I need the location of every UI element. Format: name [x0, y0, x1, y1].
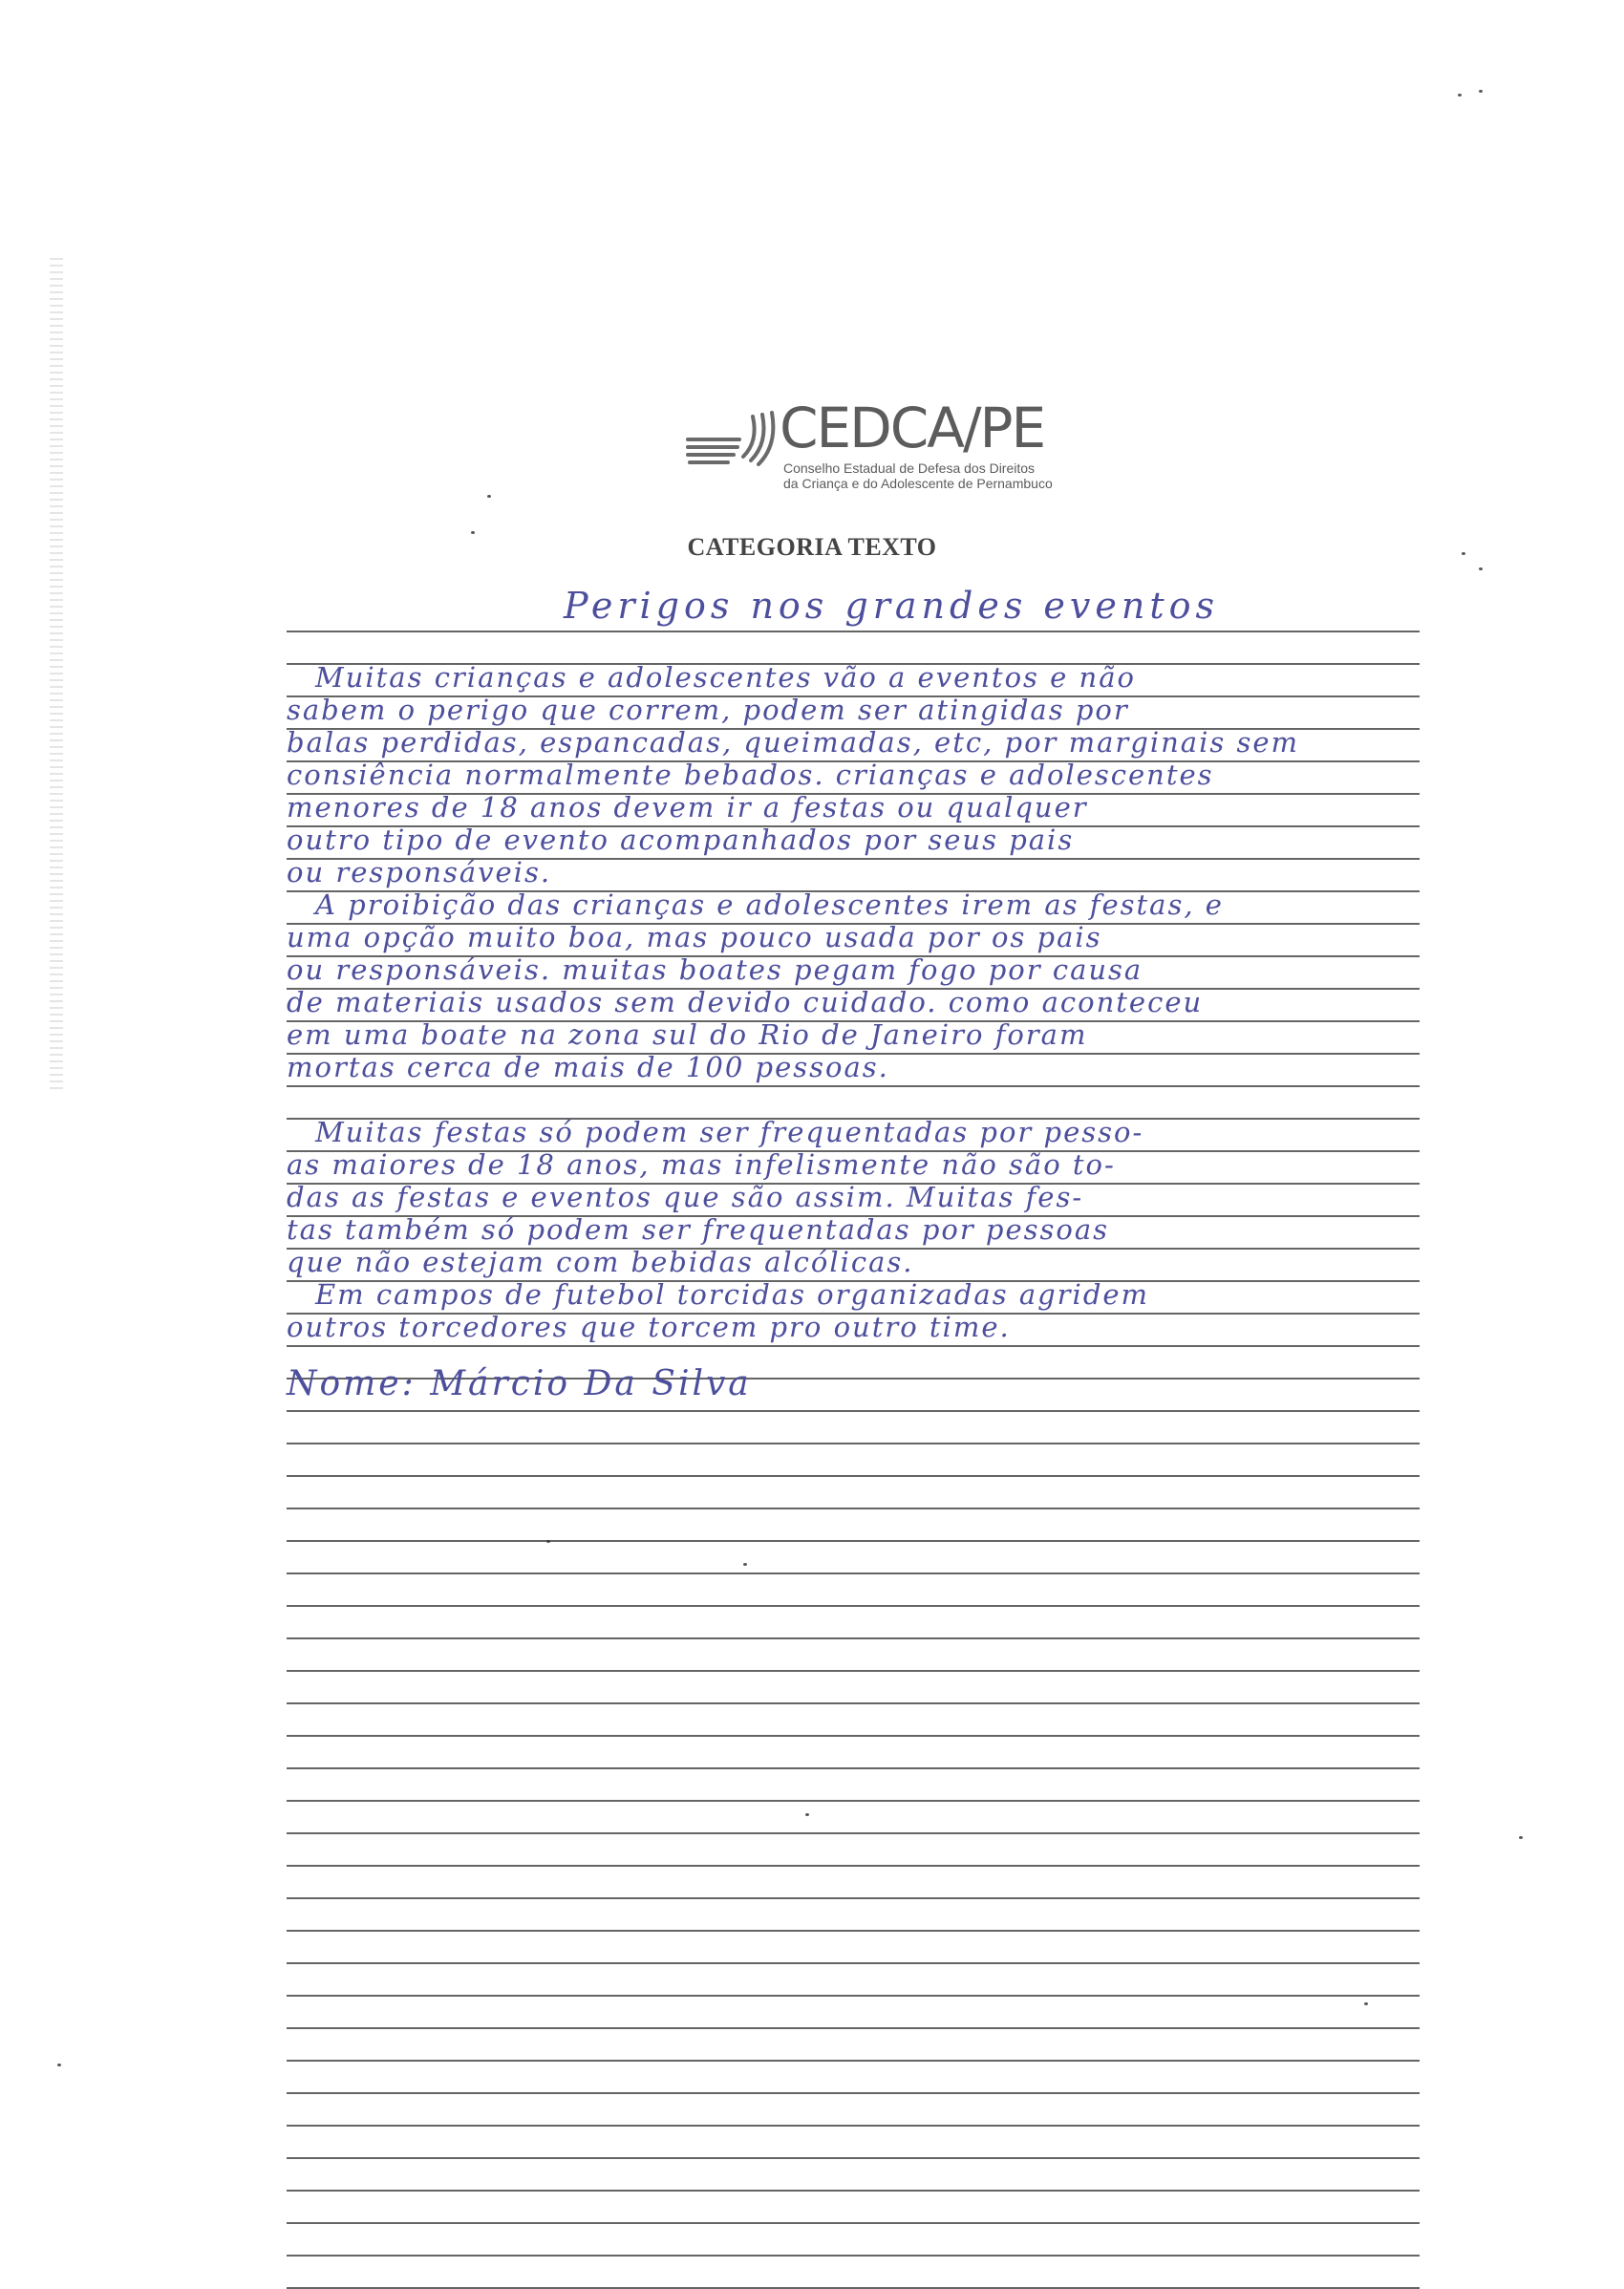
ruled-line — [287, 1572, 1420, 1574]
essay-line: Muitas festas só podem ser frequentadas por pesso- — [315, 1116, 1144, 1148]
ruled-line — [287, 1962, 1420, 1964]
logo-subtitle-line: Conselho Estadual de Defesa dos Direitos — [783, 460, 1036, 476]
ruled-line — [287, 2027, 1420, 2029]
scan-speck — [57, 2064, 61, 2066]
ruled-line — [287, 1865, 1420, 1867]
essay-line: ou responsáveis. — [287, 856, 552, 888]
ruled-line — [287, 1800, 1420, 1802]
ruled-line — [287, 2157, 1420, 2159]
essay-line: das as festas e eventos que são assim. Muitas fes- — [287, 1181, 1084, 1213]
ruled-line — [287, 1085, 1420, 1087]
ruled-line — [287, 2125, 1420, 2127]
ruled-line — [287, 2222, 1420, 2224]
essay-line: que não estejam com bebidas alcólicas. — [287, 1246, 914, 1278]
ruled-line — [287, 1832, 1420, 1834]
logo-subtitle-line: da Criança e do Adolescente de Pernambuco — [783, 476, 1053, 491]
ruled-line — [287, 1995, 1420, 1997]
ruled-line — [287, 1670, 1420, 1672]
ruled-line — [287, 1897, 1420, 1899]
essay-line: em uma boate na zona sul do Rio de Janeiro foram — [287, 1018, 1088, 1051]
essay-line: outros torcedores que torcem pro outro time. — [287, 1311, 1011, 1343]
author-signature: Nome: Márcio Da Silva — [287, 1364, 752, 1403]
scan-speck — [487, 495, 491, 498]
scan-edge-artifact — [50, 258, 63, 1089]
ruled-line — [287, 1508, 1420, 1509]
essay-line: Muitas crianças e adolescentes vão a eventos e não — [315, 661, 1136, 694]
essay-line: as maiores de 18 anos, mas infelismente não são to- — [287, 1148, 1116, 1181]
scan-speck — [1519, 1836, 1523, 1839]
scan-speck — [1479, 567, 1483, 570]
essay-line: sabem o perigo que correm, podem ser atingidas por — [287, 694, 1129, 726]
scan-speck — [1364, 2002, 1368, 2005]
ruled-line — [287, 1410, 1420, 1412]
ruled-line — [287, 1540, 1420, 1542]
category-title: CATEGORIA TEXTO — [687, 533, 937, 561]
logo-name: CEDCA/PE — [780, 396, 1045, 460]
essay-line: menores de 18 anos devem ir a festas ou qualquer — [287, 791, 1088, 824]
ruled-line — [287, 1702, 1420, 1704]
essay-line: mortas cerca de mais de 100 pessoas. — [287, 1051, 889, 1083]
ruled-line — [287, 1605, 1420, 1607]
ruled-line — [287, 1443, 1420, 1444]
ruled-line — [287, 1637, 1420, 1639]
essay-line: tas também só podem ser frequentadas por pessoas — [287, 1213, 1110, 1246]
essay-line: balas perdidas, espancadas, queimadas, etc, por marginais sem — [287, 726, 1300, 759]
essay-line: A proibição das crianças e adolescentes irem as festas, e — [315, 888, 1224, 921]
scan-speck — [805, 1813, 809, 1816]
essay-line: ou responsáveis. muitas boates pegam fogo por causa — [287, 953, 1143, 986]
essay-line: outro tipo de evento acompanhados por seus pais — [287, 824, 1075, 856]
ruled-line — [287, 1345, 1420, 1347]
essay-line: consiência normalmente bebados. crianças e adolescentes — [287, 759, 1214, 791]
logo-subtitle — [783, 460, 1070, 491]
scan-speck — [743, 1563, 747, 1566]
ruled-line — [287, 2255, 1420, 2257]
essay-line: uma opção muito boa, mas pouco usada por os pais — [287, 921, 1102, 953]
ruled-line — [287, 2092, 1420, 2094]
ruled-line — [287, 1767, 1420, 1769]
ruled-line — [287, 1475, 1420, 1477]
ruled-line — [287, 1930, 1420, 1932]
essay-title: Perigos nos grandes eventos — [564, 585, 1219, 627]
cedca-logo — [684, 394, 1053, 499]
scan-speck — [1479, 90, 1483, 93]
ruled-line — [287, 1735, 1420, 1737]
ruled-line — [287, 631, 1420, 632]
scan-speck — [1458, 94, 1462, 96]
ruled-line — [287, 2060, 1420, 2062]
sound-waves-logo-icon — [684, 407, 780, 474]
essay-line: Em campos de futebol torcidas organizadas agridem — [315, 1278, 1150, 1311]
ruled-line — [287, 2190, 1420, 2192]
essay-line: de materiais usados sem devido cuidado. como aconteceu — [287, 986, 1204, 1018]
